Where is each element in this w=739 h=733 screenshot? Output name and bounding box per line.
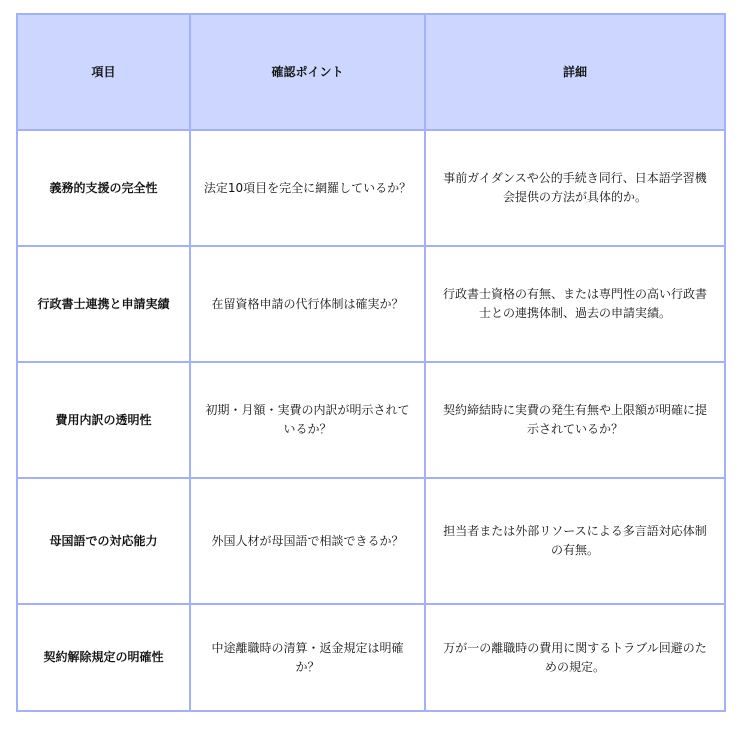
cell-item: 行政書士連携と申請実績 [17,246,190,362]
cell-point: 中途離職時の清算・返金規定は明確か？ [190,604,425,711]
cell-detail: 担当者または外部リソースによる多言語対応体制の有無。 [425,478,725,604]
header-detail: 詳細 [425,14,725,130]
table-row [17,246,725,362]
cell-detail: 行政書士資格の有無、または専門性の高い行政書士との連携体制、過去の申請実績。 [425,246,725,362]
cell-item: 母国語での対応能力 [17,478,190,604]
header-item: 項目 [17,14,190,130]
header-point: 確認ポイント [190,14,425,130]
checklist-table [16,13,726,712]
cell-point: 法定10項目を完全に網羅しているか？ [190,130,425,246]
cell-item: 費用内訳の透明性 [17,362,190,478]
table-header-row [17,14,725,130]
cell-detail: 契約締結時に実費の発生有無や上限額が明確に提示されているか？ [425,362,725,478]
cell-point: 在留資格申請の代行体制は確実か？ [190,246,425,362]
cell-point: 初期・月額・実費の内訳が明示されているか？ [190,362,425,478]
cell-detail: 事前ガイダンスや公的手続き同行、日本語学習機会提供の方法が具体的か。 [425,130,725,246]
table-row [17,604,725,711]
table-row [17,478,725,604]
cell-point: 外国人材が母国語で相談できるか？ [190,478,425,604]
cell-item: 契約解除規定の明確性 [17,604,190,711]
cell-detail: 万が一の離職時の費用に関するトラブル回避のための規定。 [425,604,725,711]
table-row [17,362,725,478]
cell-item: 義務的支援の完全性 [17,130,190,246]
table-row [17,130,725,246]
